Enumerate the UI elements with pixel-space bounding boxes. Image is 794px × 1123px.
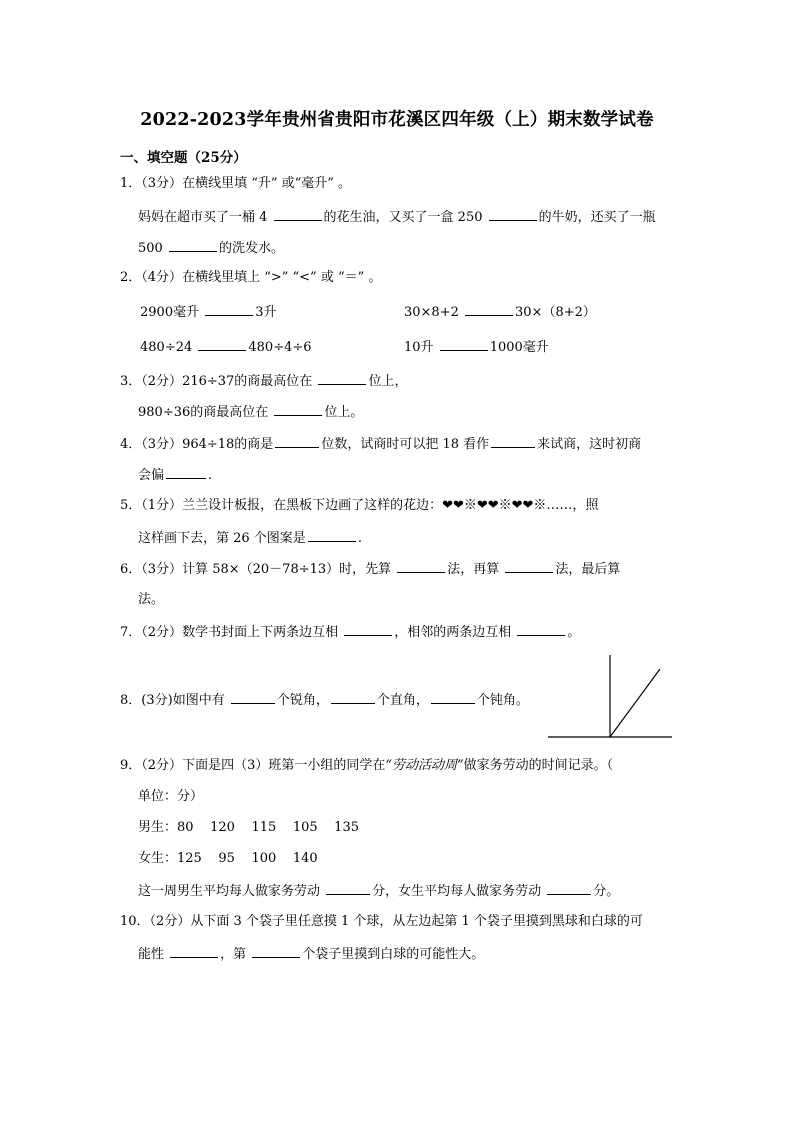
answer-blank[interactable]: [166, 465, 206, 479]
girls-time-value: 140: [292, 851, 318, 866]
answer-blank[interactable]: [252, 944, 300, 958]
question-8: 8．(3分)如图中有 个锐角， 个直角， 个钝角。: [120, 690, 529, 710]
answer-blank[interactable]: [274, 402, 322, 416]
section-heading: 一、填空题（25分）: [120, 150, 247, 166]
boys-time-value: 80: [177, 820, 194, 835]
question-3-line-2: 980÷36的商最高位在 位上。: [138, 402, 363, 422]
question-1-line-1: 妈妈在超市买了一桶 4 的花生油，又买了一盒 250 的牛奶，还买了一瓶: [138, 207, 656, 227]
angle-figure: [548, 653, 674, 739]
question-9-answer-line: 这一周男生平均每人做家务劳动 分，女生平均每人做家务劳动 分。: [138, 881, 619, 901]
boys-time-value: 120: [210, 820, 235, 835]
question-10-line-2: 能性 ，第 个袋子里摸到白球的可能性大。: [138, 944, 484, 964]
question-2-item-d: 10升 1000毫升: [404, 337, 549, 357]
answer-blank[interactable]: [331, 690, 375, 704]
boys-time-value: 105: [292, 820, 318, 835]
answer-blank[interactable]: [274, 207, 322, 221]
girls-times-row: 女生：125 95 100 140: [138, 851, 318, 866]
answer-blank[interactable]: [318, 371, 366, 385]
question-1-line-2: 500 的洗发水。: [138, 238, 284, 258]
question-4-line-2: 会偏 .: [138, 465, 212, 485]
girls-time-value: 100: [251, 851, 277, 866]
answer-blank[interactable]: [431, 690, 475, 704]
question-9-stem: 9．（2分）下面是四（3）班第一小组的同学在“劳动活动周”做家务劳动的时间记录。（: [120, 758, 614, 773]
answer-blank[interactable]: [170, 944, 218, 958]
question-5-line-2: 这样画下去，第 26 个图案是 .: [138, 528, 362, 548]
answer-blank[interactable]: [465, 302, 513, 316]
question-6-line-1: 6．（3分）计算 58×（20－78÷13）时，先算 法，再算 法，最后算: [120, 559, 620, 579]
question-2-item-c: 480÷24 480÷4÷6: [140, 337, 312, 357]
answer-blank[interactable]: [308, 528, 356, 542]
answer-blank[interactable]: [440, 337, 488, 351]
girls-time-value: 125: [177, 851, 202, 866]
answer-blank[interactable]: [326, 881, 370, 895]
question-5-line-1: 5．（1分）兰兰设计板报，在黑板下边画了这样的花边：❤❤※❤❤※❤❤※……，照: [120, 498, 599, 513]
answer-blank[interactable]: [397, 559, 445, 573]
answer-blank[interactable]: [169, 238, 217, 252]
answer-blank[interactable]: [275, 434, 319, 448]
question-10-line-1: 10．（2分）从下面 3 个袋子里任意摸 1 个球，从左边起第 1 个袋子里摸到黑球和白球的可: [120, 914, 643, 929]
question-1-stem: 1．（3分）在横线里填 “升” 或“毫升” 。: [120, 176, 352, 191]
question-3-line-1: 3．（2分）216÷37的商最高位在 位上，: [120, 371, 407, 391]
question-6-line-2: 法。: [138, 592, 165, 607]
answer-blank[interactable]: [344, 622, 392, 636]
question-9-unit: 单位：分）: [138, 789, 204, 804]
answer-blank[interactable]: [205, 302, 253, 316]
answer-blank[interactable]: [231, 690, 275, 704]
boys-times-row: 男生：80 120 115 105 135: [138, 820, 359, 835]
answer-blank[interactable]: [491, 434, 535, 448]
answer-blank[interactable]: [547, 881, 591, 895]
question-2-stem: 2．（4分）在横线里填上 “>” “<” 或 “＝” 。: [120, 270, 382, 285]
boys-time-value: 135: [334, 820, 359, 835]
pattern-sequence: ❤❤※❤❤※❤❤※……，: [442, 498, 586, 513]
question-2-item-a: 2900毫升 3升: [140, 302, 277, 322]
answer-blank[interactable]: [505, 559, 553, 573]
angle-slanted-ray: [610, 669, 660, 737]
exam-title: 2022-2023学年贵州省贵阳市花溪区四年级（上）期末数学试卷: [140, 110, 654, 130]
question-7: 7．（2分）数学书封面上下两条边互相 ，相邻的两条边互相 。: [120, 622, 580, 642]
boys-time-value: 115: [251, 820, 277, 835]
question-2-item-b: 30×8+2 30×（8+2）: [404, 302, 596, 322]
girls-time-value: 95: [218, 851, 235, 866]
answer-blank[interactable]: [198, 337, 246, 351]
answer-blank[interactable]: [489, 207, 537, 221]
question-4-line-1: 4．（3分）964÷18的商是 位数，试商时可以把 18 看作 来试商，这时初商: [120, 434, 641, 454]
answer-blank[interactable]: [517, 622, 565, 636]
